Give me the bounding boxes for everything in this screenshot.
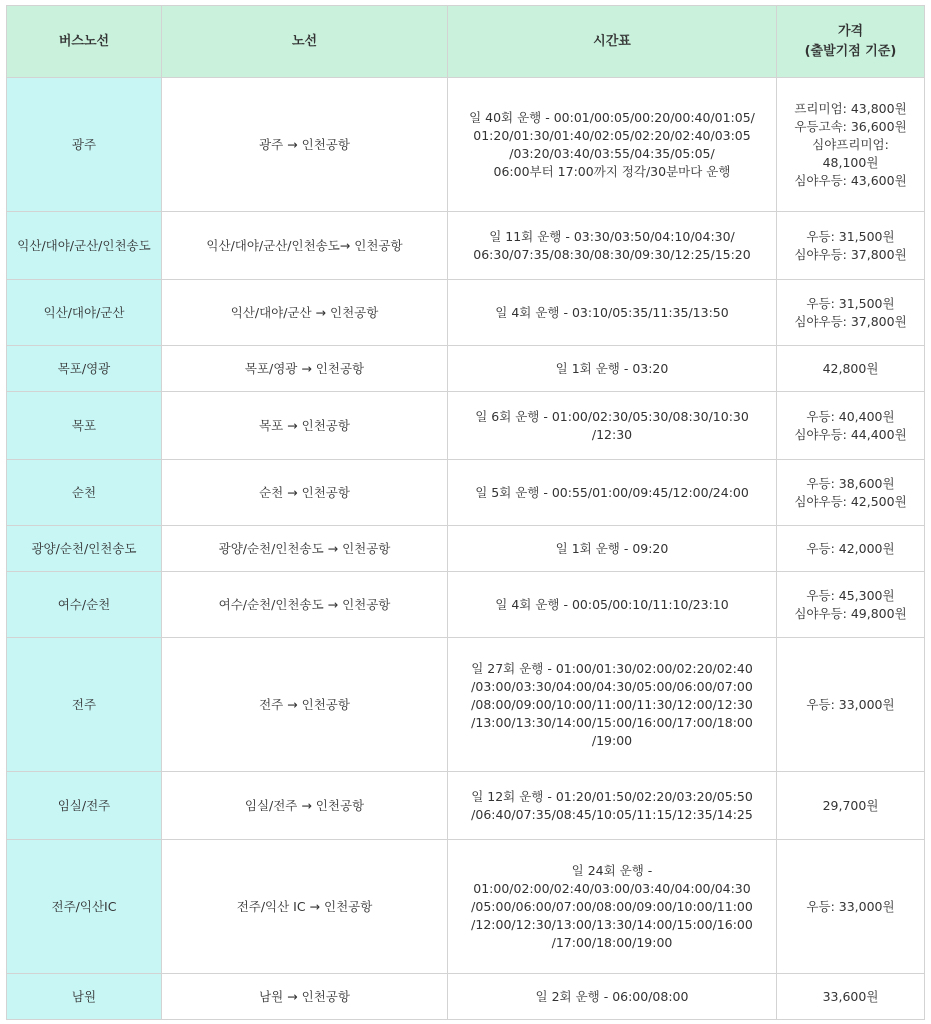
table-row	[7, 346, 925, 392]
timetable-line: /06:40/07:35/08:45/10:05/11:15/12:35/14:25	[471, 806, 753, 822]
cell-price	[777, 526, 925, 572]
price-line: 심야우등: 49,800원	[794, 605, 907, 621]
table-body	[7, 78, 925, 1020]
price-line: 42,800원	[822, 360, 879, 376]
header-line: 노선	[162, 6, 448, 78]
cell-price	[777, 460, 925, 526]
timetable-line: /13:00/13:30/14:00/15:00/16:00/17:00/18:00	[471, 714, 753, 730]
timetable-line: /12:00/12:30/13:00/13:30/14:00/15:00/16:00	[471, 916, 753, 932]
cell-line: 목포 → 인천공항	[162, 392, 448, 460]
price-line: 심야우등: 42,500원	[794, 493, 907, 509]
timetable-line: /17:00/18:00/19:00	[551, 934, 673, 950]
price-line: 심야우등: 37,800원	[794, 246, 907, 262]
table-header-row	[7, 6, 925, 78]
timetable-line: /12:30	[591, 426, 633, 442]
cell-timetable	[448, 392, 777, 460]
cell-line: 순천 → 인천공항	[162, 460, 448, 526]
cell-timetable	[448, 460, 777, 526]
price-line: 심야우등: 43,600원	[794, 172, 907, 188]
header-bus-route: 버스노선	[7, 6, 162, 78]
cell-timetable	[448, 772, 777, 840]
cell-timetable	[448, 638, 777, 772]
cell-price	[777, 212, 925, 280]
cell-bus-route: 전주	[7, 638, 162, 772]
timetable-line: 일 27회 운행 - 01:00/01:30/02:00/02:20/02:40	[471, 660, 753, 676]
cell-bus-route: 광주	[7, 78, 162, 212]
cell-bus-route: 전주/익산IC	[7, 840, 162, 974]
table-row	[7, 974, 925, 1020]
timetable-line: /03:20/03:40/03:55/04:35/05:05/	[509, 145, 715, 161]
header-price	[777, 6, 925, 78]
table-row	[7, 460, 925, 526]
cell-timetable	[448, 212, 777, 280]
timetable-line: 01:00/02:00/02:40/03:00/03:40/04:00/04:30	[473, 880, 751, 896]
cell-timetable	[448, 526, 777, 572]
cell-bus-route: 목포/영광	[7, 346, 162, 392]
cell-line: 광주 → 인천공항	[162, 78, 448, 212]
table-row	[7, 392, 925, 460]
price-line: 심야우등: 37,800원	[794, 313, 907, 329]
table-row	[7, 526, 925, 572]
timetable-line: 01:20/01:30/01:40/02:05/02:20/02:40/03:05	[473, 127, 751, 143]
price-line: 우등: 31,500원	[806, 295, 895, 311]
cell-timetable	[448, 840, 777, 974]
timetable-line: 일 12회 운행 - 01:20/01:50/02:20/03:20/05:50	[471, 788, 753, 804]
cell-bus-route: 익산/대야/군산/인천송도	[7, 212, 162, 280]
bus-schedule-table-wrapper	[6, 5, 924, 1020]
price-line: 우등: 38,600원	[806, 475, 895, 491]
cell-bus-route: 남원	[7, 974, 162, 1020]
timetable-line: 일 4회 운행 - 00:05/00:10/11:10/23:10	[495, 596, 729, 612]
cell-price	[777, 392, 925, 460]
timetable-line: 일 1회 운행 - 03:20	[555, 360, 669, 376]
bus-schedule-table	[6, 5, 925, 1020]
table-row	[7, 772, 925, 840]
cell-timetable	[448, 280, 777, 346]
price-line: 우등: 40,400원	[806, 408, 895, 424]
table-row	[7, 212, 925, 280]
price-line: 33,600원	[822, 988, 879, 1004]
table-row	[7, 280, 925, 346]
cell-line: 전주 → 인천공항	[162, 638, 448, 772]
header-price-label: 가격	[837, 23, 864, 39]
timetable-line: 일 1회 운행 - 09:20	[555, 540, 669, 556]
price-line: 우등: 31,500원	[806, 228, 895, 244]
price-line: 심야우등: 44,400원	[794, 426, 907, 442]
cell-line: 익산/대야/군산 → 인천공항	[162, 280, 448, 346]
cell-timetable	[448, 974, 777, 1020]
cell-price	[777, 572, 925, 638]
cell-bus-route: 임실/전주	[7, 772, 162, 840]
timetable-line: /08:00/09:00/10:00/11:00/11:30/12:00/12:30	[471, 696, 753, 712]
timetable-line: 일 5회 운행 - 00:55/01:00/09:45/12:00/24:00	[475, 484, 749, 500]
cell-price	[777, 346, 925, 392]
table-row	[7, 840, 925, 974]
cell-bus-route: 광양/순천/인천송도	[7, 526, 162, 572]
cell-price	[777, 840, 925, 974]
timetable-line: /05:00/06:00/07:00/08:00/09:00/10:00/11:00	[471, 898, 753, 914]
cell-timetable	[448, 78, 777, 212]
cell-bus-route: 익산/대야/군산	[7, 280, 162, 346]
price-line: 29,700원	[822, 797, 879, 813]
cell-line: 익산/대야/군산/인천송도→ 인천공항	[162, 212, 448, 280]
price-line: 프리미엄: 43,800원	[794, 100, 907, 116]
cell-line: 여수/순천/인천송도 → 인천공항	[162, 572, 448, 638]
price-line: 우등: 33,000원	[806, 696, 895, 712]
timetable-line: 06:00부터 17:00까지 정각/30분마다 운행	[493, 163, 731, 179]
cell-price	[777, 638, 925, 772]
timetable-line: 일 4회 운행 - 03:10/05:35/11:35/13:50	[495, 304, 729, 320]
price-line: 우등: 33,000원	[806, 898, 895, 914]
cell-price	[777, 772, 925, 840]
cell-bus-route: 여수/순천	[7, 572, 162, 638]
cell-line: 목포/영광 → 인천공항	[162, 346, 448, 392]
header-timetable: 시간표	[448, 6, 777, 78]
cell-line: 남원 → 인천공항	[162, 974, 448, 1020]
cell-price	[777, 974, 925, 1020]
cell-line: 임실/전주 → 인천공항	[162, 772, 448, 840]
timetable-line: /03:00/03:30/04:00/04:30/05:00/06:00/07:00	[471, 678, 753, 694]
timetable-line: 06:30/07:35/08:30/08:30/09:30/12:25/15:20	[473, 246, 751, 262]
price-line: 우등: 42,000원	[806, 540, 895, 556]
table-row	[7, 78, 925, 212]
timetable-line: 일 24회 운행 -	[571, 862, 653, 878]
cell-price	[777, 78, 925, 212]
table-row	[7, 638, 925, 772]
cell-line: 전주/익산 IC → 인천공항	[162, 840, 448, 974]
cell-bus-route: 목포	[7, 392, 162, 460]
price-line: 우등고속: 36,600원	[794, 118, 907, 134]
price-line: 심야프리미엄:	[812, 136, 889, 152]
timetable-line: 일 6회 운행 - 01:00/02:30/05:30/08:30/10:30	[475, 408, 749, 424]
price-line: 48,100원	[822, 154, 879, 170]
cell-line: 광양/순천/인천송도 → 인천공항	[162, 526, 448, 572]
timetable-line: 일 2회 운행 - 06:00/08:00	[535, 988, 689, 1004]
timetable-line: 일 40회 운행 - 00:01/00:05/00:20/00:40/01:05/	[469, 109, 755, 125]
table-row	[7, 572, 925, 638]
cell-timetable	[448, 572, 777, 638]
price-line: 우등: 45,300원	[806, 587, 895, 603]
header-price-basis: (출발기점 기준)	[804, 43, 897, 59]
cell-bus-route: 순천	[7, 460, 162, 526]
cell-price	[777, 280, 925, 346]
timetable-line: /19:00	[591, 732, 633, 748]
cell-timetable	[448, 346, 777, 392]
timetable-line: 일 11회 운행 - 03:30/03:50/04:10/04:30/	[489, 228, 735, 244]
